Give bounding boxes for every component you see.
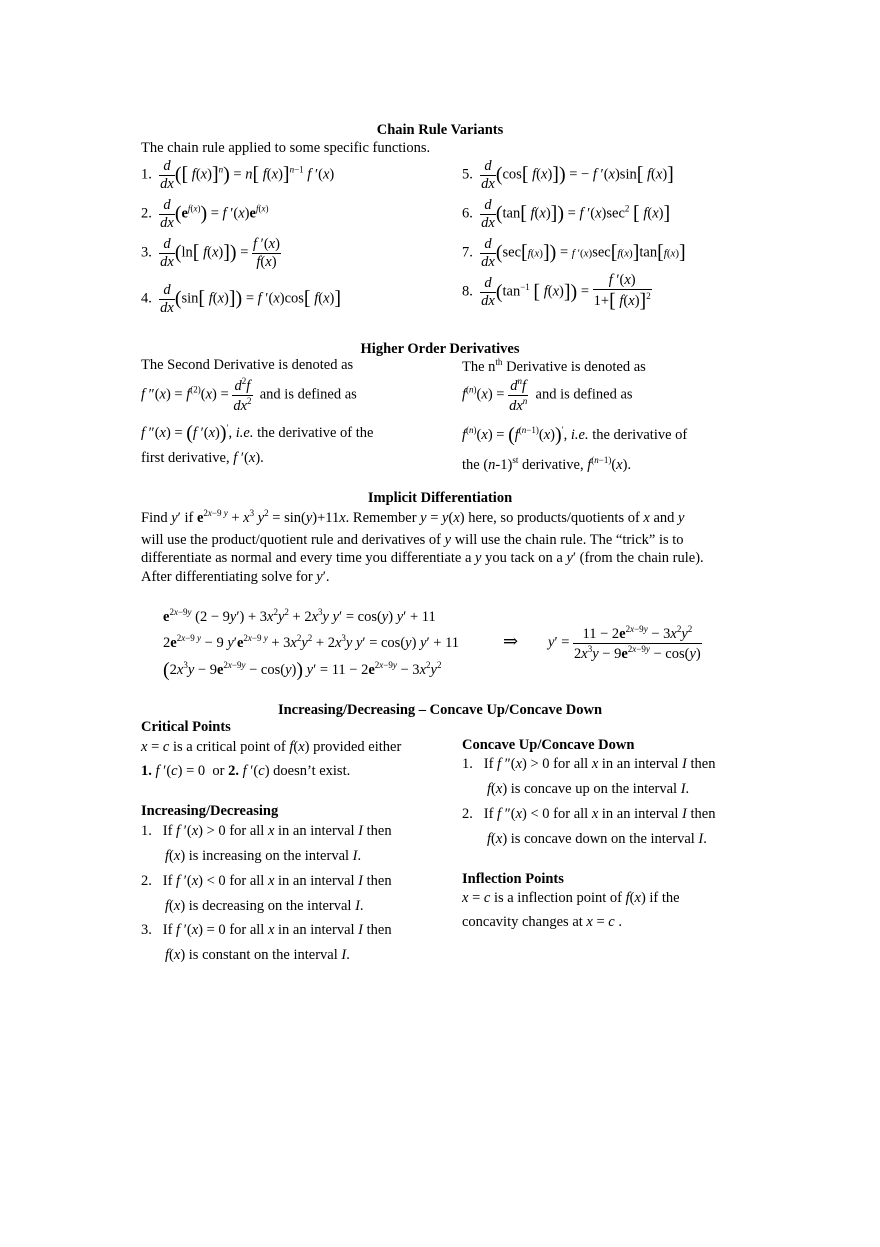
implicit-step-3: $(2x^3y - 9e^{2x-9y} - \cos(y)) y' = 11 - 2e^{2x-9y} - 3x^2y^2$ (163, 659, 442, 681)
second-derivative-notation: f $''(x) = f^{(2)}(x)$ = $\frac{d^2f}{dx^2}$ and is defined as (141, 376, 357, 414)
chain-formula-2: 2. $\frac{d}{dx}$ $(e^{f(x)}) = f$ $'(x)e^{f(x)}$ (141, 197, 269, 231)
incdec-item-3-result: f(x) is constant on the interval I. (165, 947, 350, 963)
second-derivative-definition-2: first derivative, f ′(x). (141, 450, 264, 466)
incdec-item-2-result: f(x) is decreasing on the interval I. (165, 898, 364, 914)
nth-derivative-definition-2: the $(n-1)^{st}$ derivative, $f^{(n-1)}(x)$. (462, 455, 632, 473)
nth-defined-label: and is defined as (535, 386, 633, 403)
second-derivative-definition: f ″(x) = (f ′(x))′, i.e. the derivative of the (141, 422, 374, 444)
concave-item-2: 2. If f ″(x) < 0 for all x in an interval I then (462, 806, 716, 822)
incdec-item-1-result: f(x) is increasing on the interval I. (165, 848, 362, 864)
implies-arrow-icon: ⇒ (503, 631, 519, 651)
incdec-section-title: Increasing/Decreasing – Concave Up/Concave Down (277, 702, 603, 718)
nth-derivative-definition: $f^{(n)}(x) = (f^{(n-1)}(x))'$, i.e. the derivative of (462, 424, 688, 446)
second-derivative-intro: The Second Derivative is denoted as (141, 357, 354, 373)
chain-formula-3: 3. $\frac{d}{dx}$ (ln[ f(x)]) = $\frac{f '(x)}{f(x)}$ (141, 236, 280, 270)
critical-points-title: Critical Points (141, 719, 231, 735)
concave-title: Concave Up/Concave Down (462, 737, 635, 753)
second-defined-label: and is defined as (259, 386, 357, 403)
chain-rule-title: Chain Rule Variants (376, 122, 504, 138)
chain-formula-5: 5. $\frac{d}{dx}$ (cos[ f(x)]) = − f ′(x)sin[ f(x)] (462, 158, 674, 192)
concave-item-2-result: f(x) is concave down on the interval I. (487, 831, 707, 847)
incdec-item-2: 2. If f ′(x) < 0 for all x in an interval I then (141, 873, 392, 889)
critical-points-def: x = c is a critical point of f(x) provided either (141, 739, 402, 755)
chain-rule-intro: The chain rule applied to some specific functions. (141, 140, 431, 156)
concave-item-1-result: f(x) is concave up on the interval I. (487, 781, 690, 797)
chain-formula-1: 1. $\frac{d}{dx}$ ([ f(x)]$^n$) = n[ f(x)]$^{n-1}$ f ′(x) (141, 158, 335, 192)
chain-formula-6: 6. $\frac{d}{dx}$ (tan[ f(x)]) = f $'(x)\sec^2$ [ f(x)] (462, 197, 671, 231)
higher-order-title: Higher Order Derivatives (360, 341, 520, 357)
incdec-item-1: 1. If f ′(x) > 0 for all x in an interval I then (141, 823, 392, 839)
inflection-def-2: concavity changes at x = c . (462, 914, 622, 930)
implicit-line-4: After differentiating solve for y′. (141, 569, 330, 585)
nth-derivative-notation: $f^{(n)}(x)$ = $\frac{d^nf}{dx^n}$ and is defined as (462, 376, 633, 414)
concave-item-1: 1. If f ″(x) > 0 for all x in an interval I then (462, 756, 716, 772)
inflection-def: x = c is a inflection point of f(x) if the (462, 890, 680, 906)
implicit-line-2: will use the product/quotient rule and derivatives of y will use the chain rule. The “trick” is to (141, 532, 684, 548)
implicit-title: Implicit Differentiation (367, 490, 513, 506)
incdec-item-3: 3. If f ′(x) = 0 for all x in an interval I then (141, 922, 392, 938)
incdec-subtitle: Increasing/Decreasing (141, 803, 279, 819)
nth-derivative-intro: The $n^{th}$ Derivative is denoted as (462, 357, 646, 375)
chain-formula-7: 7. $\frac{d}{dx}$ (sec[f(x)]) = f ′(x)sec[f(x)]tan[f(x)] (462, 236, 686, 270)
chain-formula-8: 8. $\frac{d}{dx}$ ($\tan^{-1}$ [ f(x)]) = $\frac{f '(x)}{1+[ f(x)]^2}$ (462, 272, 651, 312)
inflection-title: Inflection Points (462, 871, 564, 887)
chain-formula-4: 4. $\frac{d}{dx}$ (sin[ f(x)]) = f ′(x)cos[ f(x)] (141, 282, 342, 316)
implicit-solution: y′ = $\frac{11 - 2e^{2x-9y} - 3x^2y^2}{2x^3y - 9e^{2x-9y} - \cos(y)}$ (548, 624, 701, 662)
implicit-line-1: Find y′ if $e^{2x-9 y} + x^3$ $y^2 = \sin(y)+11x$. Remember y = y(x) here, so products/quotients of x and y (141, 508, 685, 526)
implicit-step-1: $e^{2x-9y}$ $(2 - 9y') + 3x^2y^2 + 2x^3y$ y′ = cos(y) y′ + 11 (163, 607, 436, 625)
implicit-step-2: $2e^{2x-9 y} - 9$ $y'e^{2x-9 y} + 3x^2y^2 + 2x^3y$ y′ = cos(y) y′ + 11 (163, 633, 460, 651)
critical-points-cases: 1. f ′(c) = 0 or 2. f ′(c) doesn’t exist. (141, 763, 351, 779)
implicit-line-3: differentiate as normal and every time you differentiate a y you tack on a y′ (from the chain rule). (141, 550, 704, 566)
